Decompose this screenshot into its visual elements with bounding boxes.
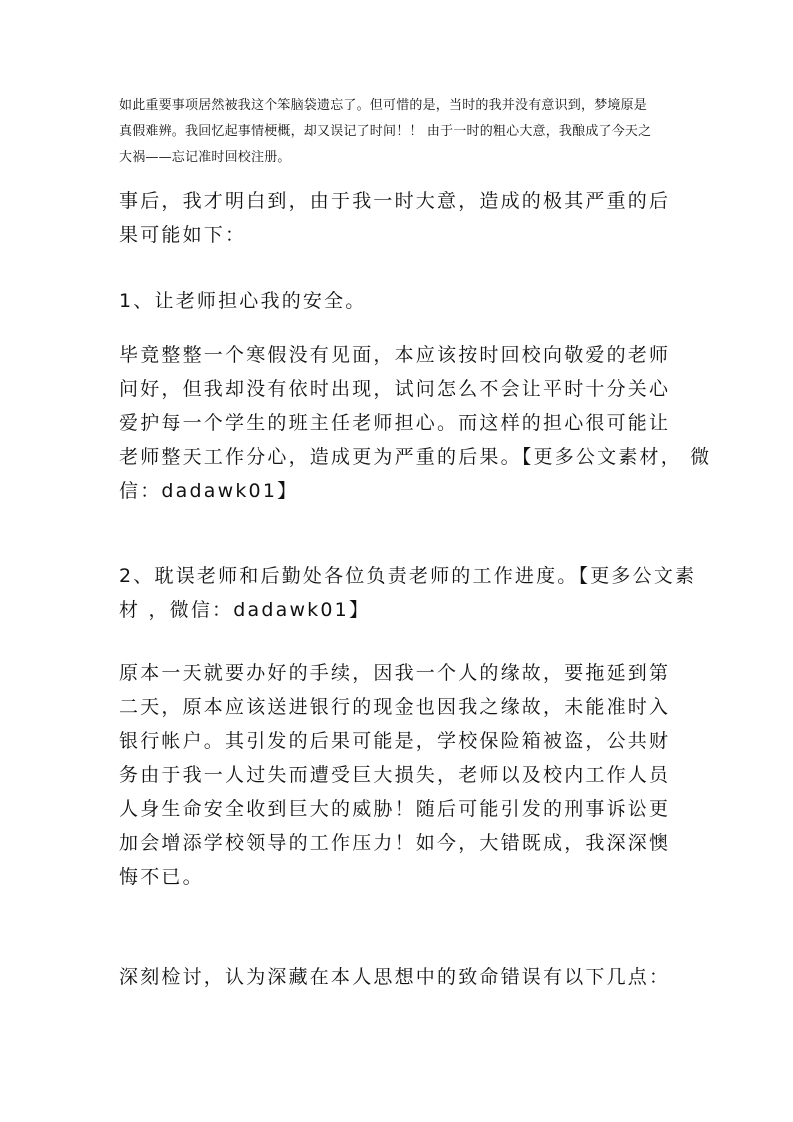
paragraph-self-review <box>119 960 679 994</box>
text-line: 银行帐户。其引发的后果可能是，学校保险箱被盗，公共财 <box>119 730 671 752</box>
text-line: 2、耽误老师和后勤处各位负责老师的工作进度。【更多公文素 <box>119 565 697 587</box>
text-line: 深刻检讨，认为深藏在本人思想中的致命错误有以下几点： <box>119 966 671 988</box>
text-line: 事后，我才明白到，由于我一时大意，造成的极其严重的后 <box>119 190 671 212</box>
text-line: 如此重要事项居然被我这个笨脑袋遗忘了。但可惜的是，当时的我并没有意识到，梦境原是 <box>119 98 648 113</box>
text-line: 悔不已。 <box>119 866 204 888</box>
paragraph-consequences-intro <box>119 184 679 252</box>
text-line: 信：dadawk01】 <box>119 480 299 502</box>
paragraph-point-2-body <box>119 656 679 894</box>
text-line: 问好，但我却没有依时出现，试问怎么不会让平时十分关心 <box>119 378 671 400</box>
text-line: 老师整天工作分心，造成更为严重的后果。【更多公文素材， 微 <box>119 446 712 468</box>
text-line: 原本一天就要办好的手续，因我一个人的缘故，要拖延到第 <box>119 662 671 684</box>
text-line: 加会增添学校领导的工作压力！如今，大错既成，我深深懊 <box>119 832 671 854</box>
text-line: 爱护每一个学生的班主任老师担心。而这样的担心很可能让 <box>119 412 671 434</box>
text-line: 毕竟整整一个寒假没有见面，本应该按时回校向敬爱的老师 <box>119 344 671 366</box>
text-line: 大祸——忘记准时回校注册。 <box>119 150 291 165</box>
text-line: 人身生命安全收到巨大的威胁！随后可能引发的刑事诉讼更 <box>119 798 671 820</box>
paragraph-point-2-heading <box>119 559 697 627</box>
paragraph-point-1-body <box>119 338 712 508</box>
paragraph-intro <box>119 93 679 171</box>
text-line: 真假难辨。我回忆起事情梗概，却又误记了时间！！ 由于一时的粗心大意，我酿成了今天之 <box>119 124 652 139</box>
text-line: 1、让老师担心我的安全。 <box>119 290 367 312</box>
text-line: 材 ，微信：dadawk01】 <box>119 599 371 621</box>
paragraph-point-1-heading <box>119 284 679 318</box>
text-line: 果可能如下： <box>119 224 247 246</box>
text-line: 二天，原本应该送进银行的现金也因我之缘故，未能准时入 <box>119 696 671 718</box>
text-line: 务由于我一人过失而遭受巨大损失，老师以及校内工作人员 <box>119 764 671 786</box>
